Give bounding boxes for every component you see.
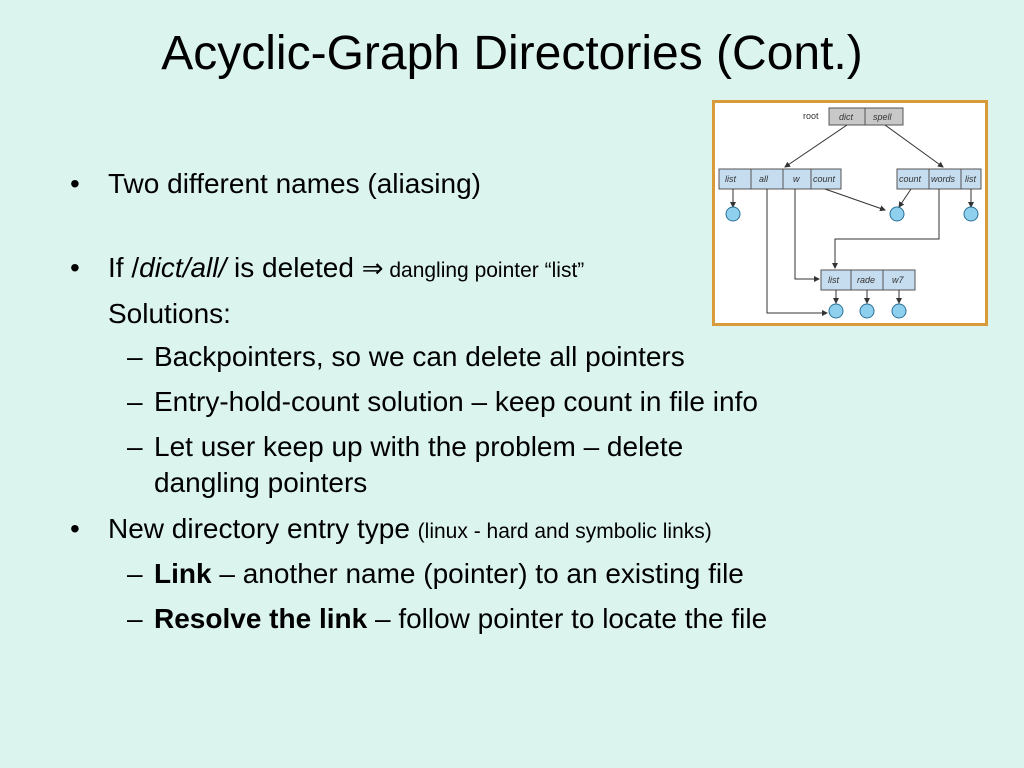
bullet-text	[108, 513, 712, 548]
dash-marker: –	[127, 386, 143, 417]
spell-entry-label: count	[899, 174, 922, 184]
w-entry-label: w7	[892, 275, 904, 285]
text-segment: – another name (pointer) to an existing file	[211, 558, 744, 589]
file-node	[892, 304, 906, 318]
edge	[885, 125, 943, 167]
file-node	[829, 304, 843, 318]
spell-entry-label: words	[931, 174, 956, 184]
dict-entry-label: count	[813, 174, 836, 184]
text-segment: New directory entry type	[108, 513, 418, 544]
dict-entry-label: list	[725, 174, 736, 184]
bullet-text	[108, 252, 584, 287]
text-segment: If /	[108, 252, 140, 283]
directory-graph-figure	[712, 100, 988, 326]
file-node	[890, 207, 904, 221]
text-small: dangling pointer “list”	[383, 259, 585, 282]
bullet-marker: •	[70, 168, 80, 199]
w-entry-label: list	[828, 275, 839, 285]
dash-marker: –	[127, 431, 143, 462]
sub-text: Entry-hold-count solution – keep count in file info	[154, 386, 758, 417]
slide-title: Acyclic-Graph Directories (Cont.)	[161, 27, 863, 80]
dash-marker: –	[127, 341, 143, 372]
edge	[795, 189, 819, 279]
bullet-marker: •	[70, 252, 80, 283]
dash-marker: –	[127, 603, 143, 634]
text-segment: – follow pointer to locate the file	[367, 603, 768, 634]
term-bold: Link	[154, 558, 212, 589]
bullet-text: Two different names (aliasing)	[108, 168, 481, 199]
file-node	[726, 207, 740, 221]
text-segment: is deleted	[226, 252, 362, 283]
directory-graph-svg	[715, 103, 985, 323]
dict-entry-label: all	[759, 174, 769, 184]
file-node	[964, 207, 978, 221]
file-node	[860, 304, 874, 318]
implies-arrow: ⇒	[361, 254, 384, 284]
edge	[835, 189, 939, 268]
w-entry-label: rade	[857, 275, 876, 285]
spell-entry-label: list	[965, 174, 976, 184]
edge	[785, 125, 847, 167]
sub-text	[154, 558, 744, 590]
sub-text	[154, 603, 767, 635]
edge	[767, 189, 827, 313]
root-entry-label: spell	[873, 112, 892, 122]
root-label: root	[803, 111, 819, 121]
edge	[825, 189, 885, 210]
sub-text: Let user keep up with the problem – delete	[154, 431, 684, 462]
edge	[899, 189, 911, 207]
bullet-marker: •	[70, 513, 80, 544]
text-small: (linux - hard and symbolic links)	[417, 520, 712, 543]
root-entry-label: dict	[839, 112, 854, 122]
solutions-label: Solutions:	[108, 298, 231, 329]
dash-marker: –	[127, 558, 143, 589]
sub-text: Backpointers, so we can delete all pointers	[154, 341, 685, 372]
path-italic: dict/all/	[139, 252, 227, 283]
sub-text-continuation: dangling pointers	[154, 467, 368, 498]
term-bold: Resolve the link	[154, 603, 368, 634]
dict-entry-label: w	[793, 174, 800, 184]
